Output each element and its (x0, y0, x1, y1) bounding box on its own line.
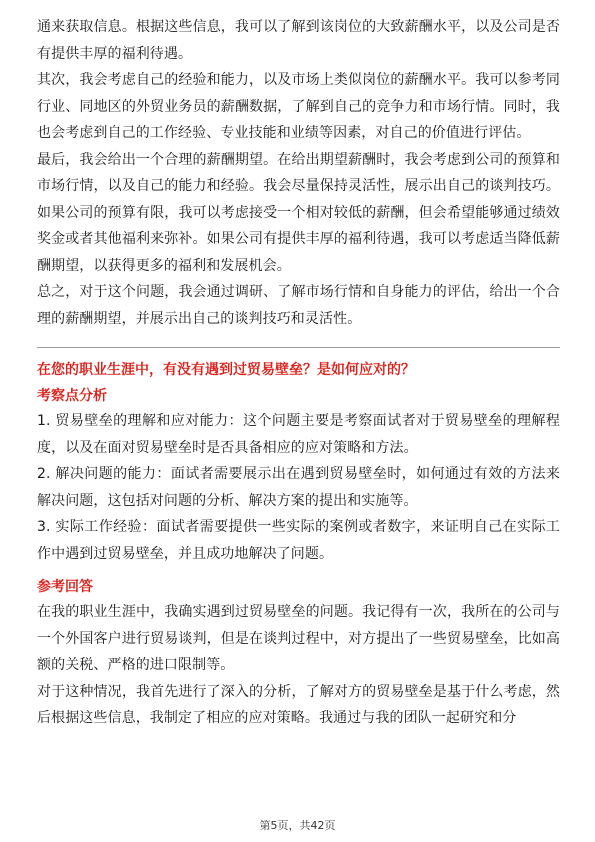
question-title: 在您的职业生涯中，有没有遇到过贸易壁垒？是如何应对的？ (37, 362, 415, 378)
answer-paragraph: 在我的职业生涯中，我确实遇到过贸易壁垒的问题。我记得有一次，我所在的公司与一个外国客户进行贸易谈判，但是在谈判过程中，对方提出了一些贸易壁垒，比如高额的关税、严格的进口限制等。 (37, 604, 560, 673)
paragraph-conclusion: 总之，对于这个问题，我会通过调研、了解市场行情和自身能力的评估，给出一个合理的薪酬期望，并展示出自己的谈判技巧和灵活性。 (37, 284, 560, 327)
answer-heading: 参考回答 (37, 579, 93, 595)
analysis-item: 1. 贸易壁垒的理解和应对能力：这个问题主要是考察面试者对于贸易壁垒的理解程度，以及在面对贸易壁垒时是否具备相应的应对策略和方法。 (37, 413, 560, 456)
section-divider (37, 347, 560, 348)
analysis-item: 2. 解决问题的能力：面试者需要展示出在遇到贸易壁垒时，如何通过有效的方法来解决问题，这包括对问题的分析、解决方案的提出和实施等。 (37, 466, 560, 509)
paragraph-intro: 通来获取信息。根据这些信息，我可以了解到该岗位的大致薪酬水平，以及公司是否有提供丰厚的福利待遇。 (37, 19, 560, 62)
analysis-item: 3. 实际工作经验：面试者需要提供一些实际的案例或者数字，来证明自己在实际工作中遇到过贸易壁垒，并且成功地解决了问题。 (37, 519, 560, 562)
page-content (37, 14, 560, 732)
paragraph-finally: 最后，我会给出一个合理的薪酬期望。在给出期望薪酬时，我会考虑到公司的预算和市场行情，以及自己的能力和经验。我会尽量保持灵活性，展示出自己的谈判技巧。如果公司的预算有限，我可以考虑接受一个相对较低的薪酬，但会希望能够通过绩效奖金或者其他福利来弥补。如果公司有提供丰厚的福利待遇，我可以考虑适当降低薪酬期望，以获得更多的福利和发展机会。 (37, 151, 560, 274)
answer-paragraph: 对于这种情况，我首先进行了深入的分析，了解对方的贸易壁垒是基于什么考虑，然后根据这些信息，我制定了相应的应对策略。我通过与我的团队一起研究和分 (37, 683, 560, 726)
page-number: 第5页，共42页 (259, 819, 336, 832)
analysis-heading: 考察点分析 (37, 388, 107, 404)
paragraph-secondly: 其次，我会考虑自己的经验和能力，以及市场上类似岗位的薪酬水平。我可以参考同行业、同地区的外贸业务员的薪酬数据，了解到自己的竞争力和市场行情。同时，我也会考虑到自己的工作经验、专业技能和业绩等因素，对自己的价值进行评估。 (37, 72, 560, 141)
